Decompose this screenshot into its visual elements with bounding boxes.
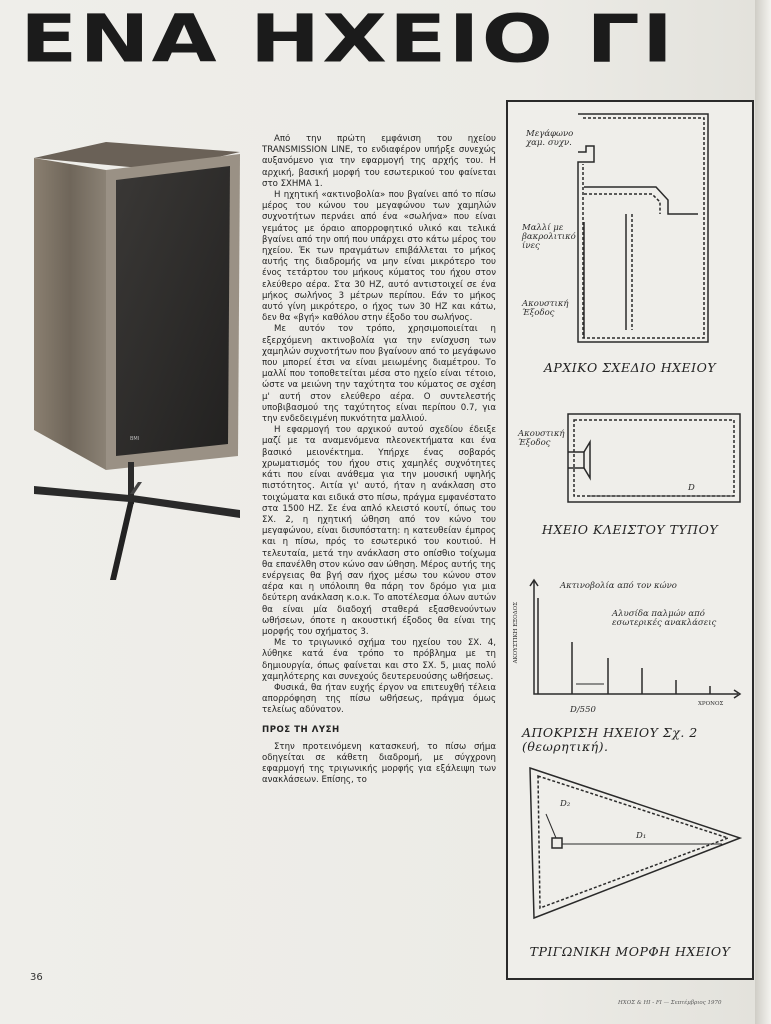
fig2-caption: ΗΧΕΙΟ ΚΛΕΙΣΤΟΥ ΤΥΠΟΥ xyxy=(541,522,719,537)
fig3-note-main: Ακτινοβολία από τον κώνο xyxy=(560,581,677,591)
fig1-label-wool: Μαλλί με βακρολιτικό ίνες xyxy=(522,223,576,251)
fig4-triangle-drawing xyxy=(530,768,740,918)
fig3-note-interval: D/550 xyxy=(570,705,596,715)
fig3-caption: ΑΠΟΚΡΙΣΗ ΗΧΕΙΟΥ Σχ. 2 (θεωρητική). xyxy=(522,725,698,754)
fig3-y-label: ΑΚΟΥΣΤΙΚΗ ΕΞΟΔΟΣ xyxy=(513,602,519,664)
speaker-side xyxy=(34,158,106,470)
fig2-closedbox-drawing xyxy=(568,414,740,502)
fig3-x-label: ΧΡΟΝΟΣ xyxy=(698,701,724,707)
fig4-caption: ΤΡΙΓΩΝΙΚΗ ΜΟΡΦΗ ΗΧΕΙΟΥ xyxy=(529,944,731,959)
fig1-label-speaker: Μεγάφωνο χαμ. συχν. xyxy=(526,129,574,148)
speaker-photo xyxy=(30,140,245,590)
article-paragraph-3: Με αυτόν τον τρόπο, χρησιμοποιείται η εξερχόμενη ακτινοβολία για την ενίσχυση των χαμηλών συχνοτήτων που βγαίνουν από το μεγάφωνο που μπορεί έτσι να είναι μειωμένης διαμέτρου. Το μαλλί που τοποθετείται μέσα στο ηχείο είναι τέτοιο, ώστε να μειώνη την ταχύτητα του κύματος σε σχέση μ' αυτή στον ελεύθερο αέρα. Ο συντελεστής υποβιβασμού της ταχύτητος είναι περίπου 0.7, για την ενδεδειγμένη πυκνότητα μαλλιού. xyxy=(262,324,496,425)
speaker-grille xyxy=(116,166,230,456)
stand-leg-right xyxy=(132,495,240,518)
fig4-label-d1: D₁ xyxy=(636,831,647,841)
fig2-label-d: D xyxy=(688,483,695,493)
figures-panel xyxy=(506,100,754,980)
article-paragraph-4: Η εφαρμογή του αρχικού αυτού σχεδίου έδειξε μαζί με τα αναμενόμενα πλεονεκτήματα και ένα βασικό μειονέκτημα. Υπήρχε ένας σοβαρός χρωματισμός του ήχου στις χαμηλές συχνότητες κάτι που είναι ανάθεμα για την μουσική υψηλής πιστότητος. Αιτία γι' αυτό, ήταν η ανάκλαση στο τοιχώματα και ειδικά στο πίσω, πράγμα εμφανέστατο στα 1500 HZ. Σε ένα απλό κλειστό κουτί, όπως του ΣΧ. 2, η ηχητική ώθηση από τον κώνο του μεγαφώνου, είναι δισυπόστατη: η κατευθείαν έμπρος και η πίσω, πρός το εσωτερικό του κουτιού. Η τελευταία, μετά την ανάκλαση στο οπίσθιο τοίχωμα θα επανέλθη στον κώνο σαν ώθηση. Μέρος αυτής της ενέργειας θα βγή σαν ήχος μέσω του κώνου στον αέρα και η υπόλοιπη θα πάρη τον δρόμο για μια δεύτερη ανάκλαση κ.ο.κ. Το αποτέλεσμα όλων αυτών θα είναι μία διαδοχή σταθερά εξασθενούντων ωθήσεων, όποτε η ακουστική έξοδος θα είναι της μορφής του σχήματος 3. xyxy=(262,425,496,637)
stand-leg-front xyxy=(110,502,134,580)
page-footer: ΗΧΟΣ & ΗΙ - FI — Σεπτέμβριος 1970 xyxy=(618,1000,722,1006)
fig4-label-d2: D₂ xyxy=(560,799,571,809)
article-paragraph-2: Η ηχητική «ακτινοβολία» που βγαίνει από το πίσω μέρος του κώνου του μεγαφώνου των χαμηλών συχνοτήτων περνάει από ένα «σωλήνα» που είναι γεμάτος με όραιο απορροφητικό υλικό και τελικά βγαίνει από την οπή που υπάρχει στο κάτω μέρος του ηχείου. Έκ των πραγμάτων επιβάλλεται το μήκος αυτής της διαδρομής να μην είναι μικρότερο του ένος τετάρτου του μήκους κύματος του ήχου στον ελεύθερο αέρα. Στα 30 HZ, αυτό αντιστοιχεί σε ένα μήκος σωλήνος 3 μέτρων περίπου. Εάν το μήκος αυτό γίνη μικρότερο, ο ήχος των 30 HZ και κάτω, δεν θα «βγή» καθόλου στην έξοδο του σωλήνος. xyxy=(262,190,496,324)
article-subheading: ΠΡΟΣ ΤΗ ΛΥΣΗ xyxy=(262,724,340,735)
article-paragraph-5: Με το τριγωνικό σχήμα του ηχείου του ΣΧ. 4, λύθηκε κατά ένα τρόπο το πρόβλημα με τη δημιουργία, όπως φαίνεται και στο ΣΧ. 5, μιας πολύ χαμηλότερης και συνεχούς δευτερευούσης ωθήσεως. xyxy=(262,638,496,682)
speaker-badge: BMI xyxy=(130,436,140,442)
fig1-label-exit: Ακουστική Έξοδος xyxy=(522,299,569,318)
fig1-caption: ΑΡΧΙΚΟ ΣΧΕΔΙΟ ΗΧΕΙΟΥ xyxy=(543,360,717,375)
stand-leg-left xyxy=(34,486,130,502)
article-paragraph-final: Στην προτεινόμενη κατασκευή, το πίσω σήμα οδηγείται σε κάθετη διαδρομή, με σύγχρονη εφαρμογή της τριγωνικής μορφής για εξάλειψη των ανακλάσεων. Επίσης, το xyxy=(262,741,496,786)
page-edge xyxy=(755,0,771,1024)
fig2-label-exit: Ακουστική Έξοδος xyxy=(518,429,565,448)
article-paragraph-1: Από την πρώτη εμφάνιση του ηχείου TRANSMISSION LINE, το ενδιαφέρον υπήρξε συνεχώς αυξανόμενο για την εφαρμογή της αρχής του. Η αρχική, βασική μορφή του εσωτερικού του φαίνεται στο ΣΧΗΜΑ 1. xyxy=(262,134,496,189)
fig3-note-chain: Αλυσίδα παλμών από εσωτερικές ανακλάσεις xyxy=(612,609,717,628)
article-paragraph-6: Φυσικά, θα ήταν ευχής έργον να επιτευχθή τέλεια απορρόφηση της πίσω ωθήσεως, πράγμα όμως τελείως αδύνατον. xyxy=(262,682,496,716)
headline: ΕΝΑ ΗΧΕΙΟ ΓΙ xyxy=(20,0,676,78)
fig3-response-chart xyxy=(530,580,740,698)
page-number: 36 xyxy=(30,972,43,983)
article-body xyxy=(262,134,496,968)
fig1-cabinet-drawing xyxy=(578,114,708,342)
